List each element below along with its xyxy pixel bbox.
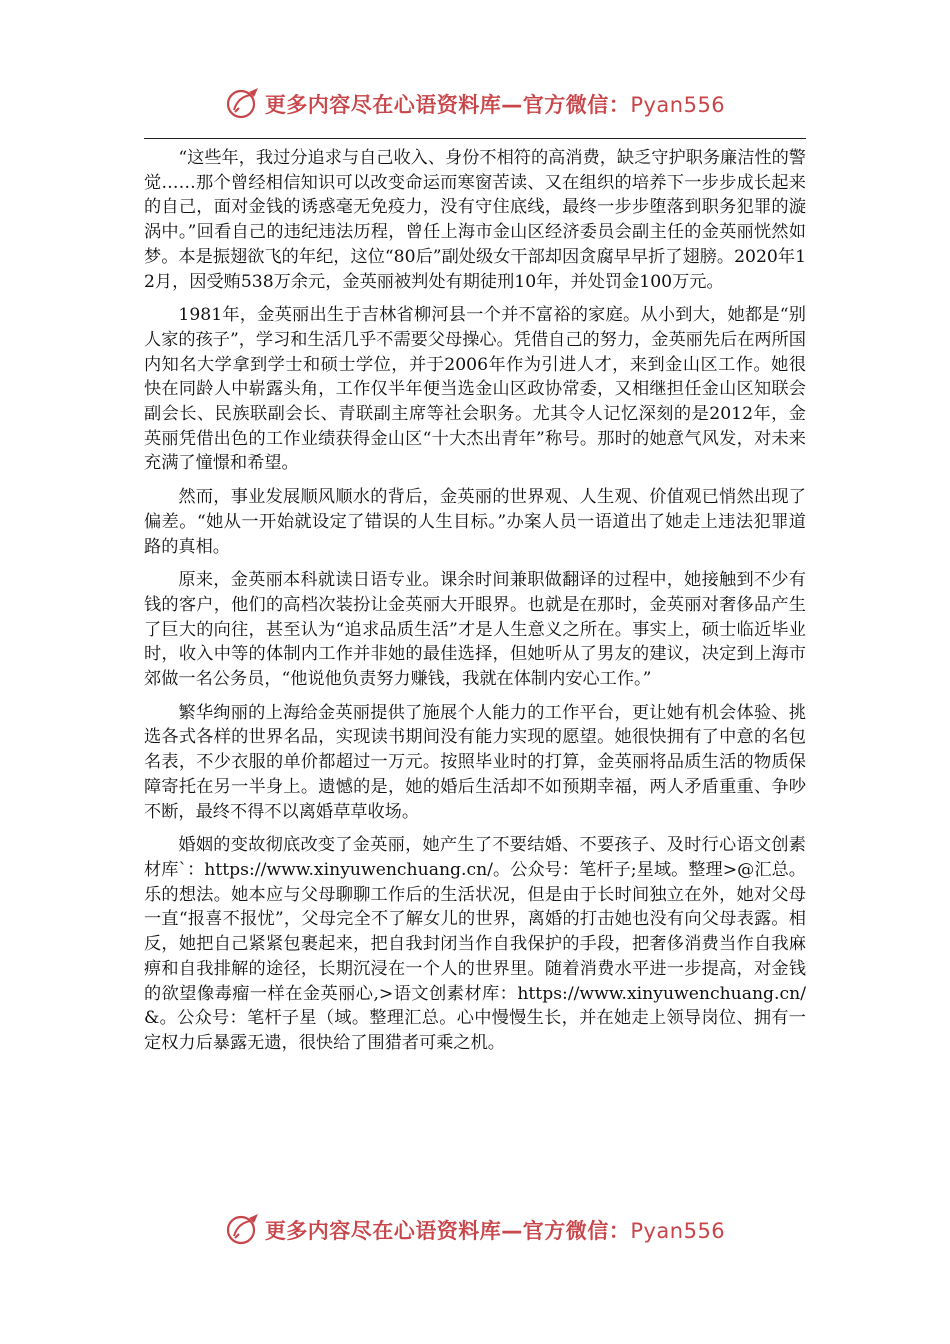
- header-banner: [0, 82, 950, 126]
- paragraph: 原来，金英丽本科就读日语专业。课余时间兼职做翻译的过程中，她接触到不少有钱的客户，他们的高档次装扮让金英丽大开眼界。也就是在那时，金英丽对奢侈品产生了巨大的向往，甚至认为“追求品质生活”才是人生意义之所在。事实上，硕士临近毕业时，收入中等的体制内工作并非她的最佳选择，但她听从了男友的建议，决定到上海市郊做一名公务员，“他说他负责努力赚钱，我就在体制内安心工作。”: [144, 570, 806, 690]
- paragraph: “这些年，我过分追求与自己收入、身份不相符的高消费，缺乏守护职务廉洁性的警觉……那个曾经相信知识可以改变命运而寒窗苦读、又在组织的培养下一步步成长起来的自己，面对金钱的诱惑毫无免疫力，没有守住底线，最终一步步堕落到职务犯罪的漩涡中。”回看自己的违纪违法历程，曾任上海市金山区经济委员会副主任的金英丽恍然如梦。本是振翅欲飞的年纪，这位“80后”副处级女干部却因贪腐早早折了翅膀。2020年12月，因受贿538万余元，金英丽被判处有期徒刑10年，并处罚金100万元。: [144, 148, 806, 292]
- footer-banner: [0, 1208, 950, 1252]
- banner-text: 更多内容尽在心语资料库—官方微信：Pyan556: [264, 93, 726, 117]
- pen-logo-icon: [225, 86, 261, 122]
- paragraph: 婚姻的变故彻底改变了金英丽，她产生了不要结婚、不要孩子、及时行心语文创素材库`：https://www.xinyuwenchuang.cn/。公众号：笔杆子;星域。整理>@汇总。乐的想法。她本应与父母聊聊工作后的生活状况，但是由于长时间独立在外，她对父母一直“报喜不报忧”，父母完全不了解女儿的世界，离婚的打击她也没有向父母表露。相反，她把自己紧紧包裹起来，把自我封闭当作自我保护的手段，把奢侈消费当作自我麻痹和自我排解的途径，长期沉浸在一个人的世界里。随着消费水平进一步提高，对金钱的欲望像毒瘤一样在金英丽心,>语文创素材库：https://www.xinyuwenchuang.cn/&。公众号：笔杆子星（域。整理汇总。心中慢慢生长，并在她走上领导岗位、拥有一定权力后暴露无遗，很快给了围猎者可乘之机。: [144, 835, 806, 1053]
- pen-logo-icon: [225, 1212, 261, 1248]
- paragraph: 然而，事业发展顺风顺水的背后，金英丽的世界观、人生观、价值观已悄然出现了偏差。“她从一开始就设定了错误的人生目标。”办案人员一语道出了她走上违法犯罪道路的真相。: [144, 487, 806, 557]
- article-body: [144, 146, 806, 1065]
- paragraph: 繁华绚丽的上海给金英丽提供了施展个人能力的工作平台，更让她有机会体验、挑选各式各样的世界名品，实现读书期间没有能力实现的愿望。她很快拥有了中意的名包名表，不少衣服的单价都超过一万元。按照毕业时的打算，金英丽将品质生活的物质保障寄托在另一半身上。遗憾的是，她的婚后生活却不如预期幸福，两人矛盾重重、争吵不断，最终不得不以离婚草草收场。: [144, 702, 806, 822]
- banner-text: 更多内容尽在心语资料库—官方微信：Pyan556: [264, 1219, 726, 1243]
- header-divider: [144, 138, 806, 139]
- paragraph: 1981年，金英丽出生于吉林省柳河县一个并不富裕的家庭。从小到大，她都是“别人家的孩子”，学习和生活几乎不需要父母操心。凭借自己的努力，金英丽先后在两所国内知名大学拿到学士和硕士学位，并于2006年作为引进人才，来到金山区工作。她很快在同龄人中崭露头角，工作仅半年便当选金山区政协常委，又相继担任金山区知联会副会长、民族联副会长、青联副主席等社会职务。尤其令人记忆深刻的是2012年，金英丽凭借出色的工作业绩获得金山区“十大杰出青年”称号。那时的她意气风发，对未来充满了憧憬和希望。: [144, 305, 806, 474]
